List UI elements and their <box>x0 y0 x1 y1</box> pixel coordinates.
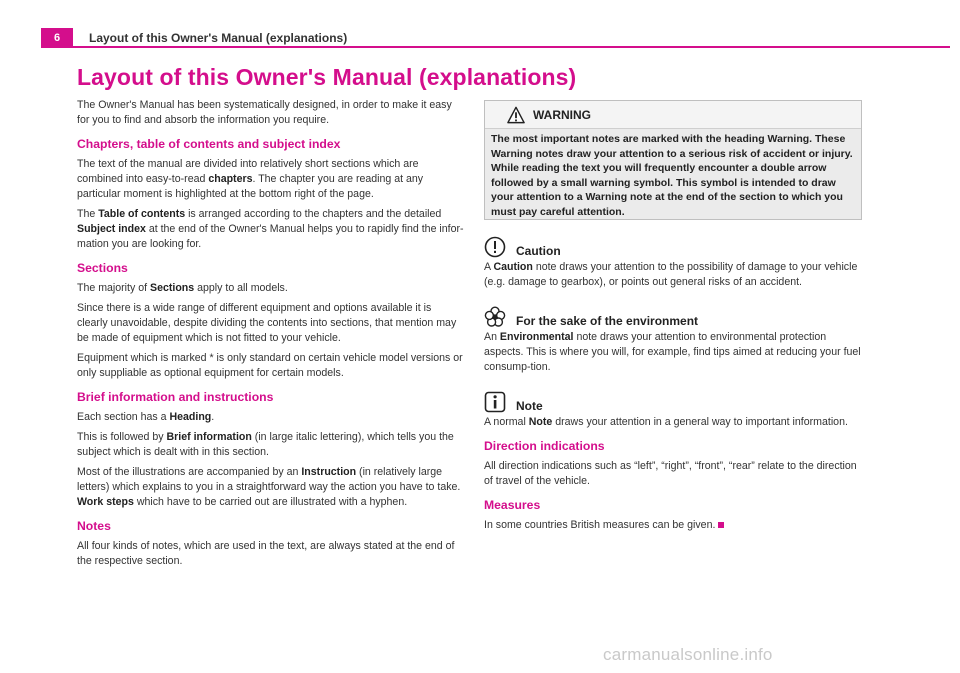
paragraph: An Environmental note draws your attention to environmental protection aspects. This is where you will, for example, find tips aimed at reducing your fuel consump-tion. <box>484 331 861 373</box>
note-title: Note <box>516 399 543 413</box>
environment-block <box>484 304 862 375</box>
watermark: carmanualsonline.info <box>603 645 773 664</box>
section-heading-direction: Direction indications <box>484 439 605 453</box>
paragraph: Equipment which is marked * is only standard on certain vehicle model versions or only suppliable as optional equipment for certain models. <box>77 352 463 379</box>
note-block <box>484 389 862 430</box>
page-number: 6 <box>41 28 73 48</box>
paragraph: A normal Note draws your attention in a general way to important information. <box>484 416 848 428</box>
section-heading-sections: Sections <box>77 261 128 275</box>
right-column <box>484 98 862 538</box>
end-of-section-mark <box>718 522 724 528</box>
section-heading-measures: Measures <box>484 498 541 512</box>
flower-icon <box>484 306 506 328</box>
running-header <box>41 28 950 48</box>
caution-block <box>484 234 862 290</box>
paragraph: A Caution note draws your attention to the possibility of damage to your vehicle (e.g. damage to gearbox), or points out general risks of an accident. <box>484 261 858 288</box>
paragraph: In some countries British measures can be given. <box>484 518 862 533</box>
warning-title: WARNING <box>533 108 591 122</box>
paragraph: The majority of Sections apply to all models. <box>77 282 288 294</box>
running-title: Layout of this Owner's Manual (explanations) <box>89 31 348 45</box>
paragraph: Each section has a Heading. <box>77 411 215 423</box>
warning-triangle-icon <box>507 106 525 124</box>
paragraph: Since there is a wide range of different equipment and options available it is clearly unavoidable, despite dividing the contents into sections, that mention may be made of equipment which is not fitted to your vehicle. <box>77 302 457 344</box>
warning-box <box>484 100 862 220</box>
section-heading-brief-info: Brief information and instructions <box>77 390 274 404</box>
paragraph: The Table of contents is arranged according to the chapters and the detailed Subject index at the end of the Owner's Manual helps you to rapidly find the infor-mation you are looking for. <box>77 208 464 250</box>
intro-paragraph: The Owner's Manual has been systematically designed, in order to make it easy for you to find and absorb the information you require. <box>77 99 452 126</box>
warning-text: The most important notes are marked with the heading Warning. These Warning notes draw your attention to a serious risk of accident or injury. While reading the text you will frequently encounter a double arrow followed by a small warning symbol. This symbol is intended to draw your attention to a Warning note at the end of the section to which you must pay careful attention. <box>491 133 853 218</box>
section-heading-notes: Notes <box>77 519 111 533</box>
environment-title: For the sake of the environment <box>516 314 699 328</box>
left-column <box>77 98 464 574</box>
warning-header <box>485 101 861 129</box>
caution-icon <box>484 236 506 258</box>
caution-title: Caution <box>516 244 561 258</box>
page-title: Layout of this Owner's Manual (explanations) <box>77 64 577 90</box>
info-note-icon <box>484 391 506 413</box>
section-heading-chapters: Chapters, table of contents and subject index <box>77 137 341 151</box>
paragraph: This is followed by Brief information (in large italic lettering), which tells you the subject which is dealt with in this section. <box>77 431 454 458</box>
paragraph: All direction indications such as “left”, “right”, “front”, “rear” relate to the direction of travel of the vehicle. <box>484 460 857 487</box>
paragraph: All four kinds of notes, which are used in the text, are always stated at the end of the respective section. <box>77 540 455 567</box>
header-rule <box>73 46 950 48</box>
paragraph: The text of the manual are divided into relatively short sections which are combined into easy-to-read chapters. The chapter you are reading at any particular moment is highlighted at the bottom right of the page. <box>77 158 424 200</box>
paragraph: Most of the illustrations are accompanied by an Instruction (in relatively large letters) which explains to you in a straightforward way the action you have to take. Work steps which have to be carried out are illustrated with a hyphen. <box>77 466 461 508</box>
